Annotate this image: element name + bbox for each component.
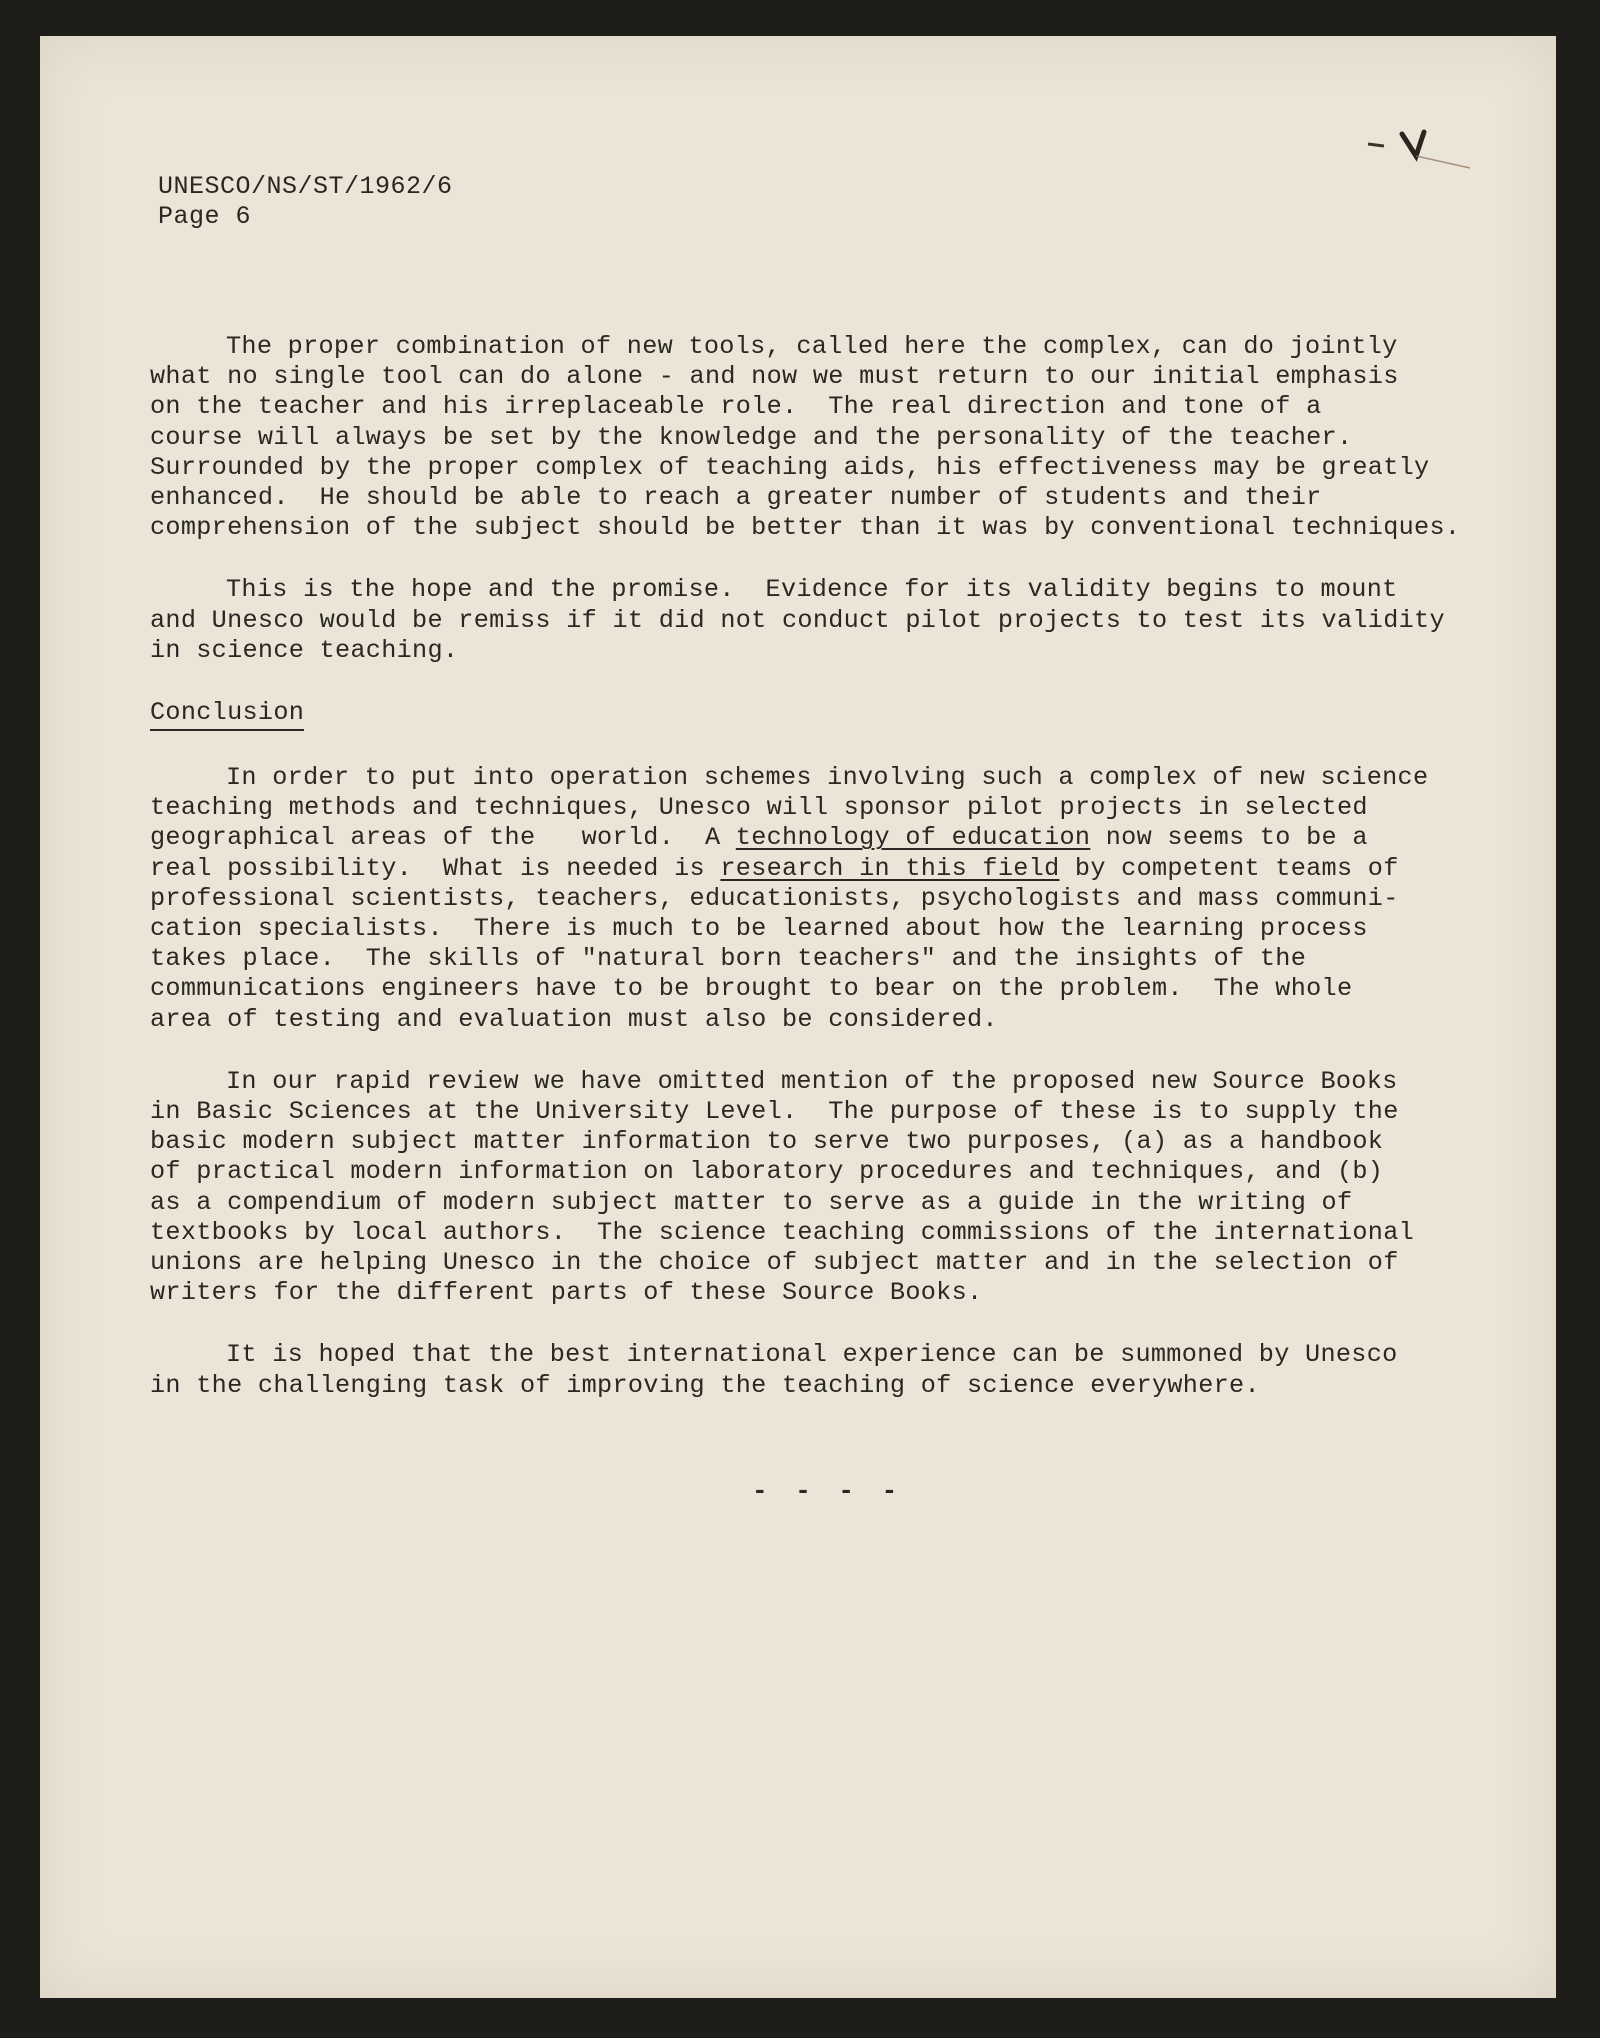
text-line: textbooks by local authors. The science teaching commissions of the international bbox=[150, 1217, 1415, 1247]
text-line: area of testing and evaluation must also be considered. bbox=[150, 1004, 998, 1034]
text-line bbox=[150, 823, 1530, 853]
text-line: takes place. The skills of "natural born teachers" and the insights of the bbox=[150, 944, 1307, 974]
text-line: It is hoped that the best international experience can be summoned by Unesco bbox=[226, 1340, 1398, 1370]
paragraph-closing bbox=[150, 1340, 1530, 1400]
text-line: in the challenging task of improving the teaching of science everywhere. bbox=[150, 1370, 1260, 1400]
paragraph-conclusion bbox=[150, 763, 1530, 1035]
text-line: unions are helping Unesco in the choice of subject matter and in the selection of bbox=[150, 1248, 1399, 1278]
text-line: in science teaching. bbox=[150, 635, 459, 665]
underlined-phrase: technology of education bbox=[735, 823, 1091, 853]
text-line: as a compendium of modern subject matter to serve as a guide in the writing of bbox=[150, 1187, 1353, 1217]
text-line: professional scientists, teachers, educationists, psychologists and mass communi- bbox=[150, 883, 1399, 913]
paragraph-complex bbox=[150, 332, 1530, 543]
document-body bbox=[150, 332, 1530, 1433]
text-segment: real possibility. What is needed is bbox=[150, 853, 721, 883]
text-line: In our rapid review we have omitted mention of the proposed new Source Books bbox=[226, 1066, 1398, 1096]
text-line: This is the hope and the promise. Evidence for its validity begins to mount bbox=[226, 575, 1398, 605]
paragraph-source-books bbox=[150, 1067, 1530, 1309]
text-line: In order to put into operation schemes involving such a complex of new science bbox=[226, 763, 1429, 793]
text-line: and Unesco would be remiss if it did not conduct pilot projects to test its validity bbox=[150, 605, 1445, 635]
paper-sheet bbox=[40, 36, 1556, 1998]
paragraph-hope bbox=[150, 575, 1530, 666]
text-segment: geographical areas of the world. A bbox=[150, 823, 736, 853]
document-reference: UNESCO/NS/ST/1962/6 bbox=[158, 172, 453, 201]
end-of-document-mark: - - - - bbox=[752, 1476, 904, 1506]
text-segment: by competent teams of bbox=[1059, 853, 1399, 883]
text-line: course will always be set by the knowledge and the personality of the teacher. bbox=[150, 422, 1353, 452]
text-line: basic modern subject matter information to serve two purposes, (a) as a handbook bbox=[150, 1127, 1384, 1157]
text-line: teaching methods and techniques, Unesco will sponsor pilot projects in selected bbox=[150, 793, 1368, 823]
text-line bbox=[150, 854, 1530, 884]
text-line: in Basic Sciences at the University Level. The purpose of these is to supply the bbox=[150, 1097, 1399, 1127]
text-line: enhanced. He should be able to reach a greater number of students and their bbox=[150, 483, 1322, 513]
text-line: communications engineers have to be brought to bear on the problem. The whole bbox=[150, 974, 1353, 1004]
document-header bbox=[158, 172, 453, 232]
text-line: Surrounded by the proper complex of teaching aids, his effectiveness may be greatly bbox=[150, 452, 1430, 482]
handwritten-mark bbox=[1360, 116, 1480, 176]
text-segment: now seems to be a bbox=[1090, 823, 1368, 853]
text-line: what no single tool can do alone - and now we must return to our initial emphasis bbox=[150, 362, 1399, 392]
text-line: on the teacher and his irreplaceable role. The real direction and tone of a bbox=[150, 392, 1322, 422]
text-line: The proper combination of new tools, called here the complex, can do jointly bbox=[226, 332, 1398, 361]
text-line: of practical modern information on laboratory procedures and techniques, and (b) bbox=[150, 1157, 1384, 1187]
text-line: comprehension of the subject should be better than it was by conventional techniques. bbox=[150, 513, 1461, 543]
text-line: writers for the different parts of these Source Books. bbox=[150, 1278, 983, 1308]
section-heading-conclusion: Conclusion bbox=[150, 699, 304, 731]
text-line: cation specialists. There is much to be learned about how the learning process bbox=[150, 914, 1368, 944]
page-number: Page 6 bbox=[158, 202, 252, 231]
underlined-phrase: research in this field bbox=[720, 853, 1060, 883]
